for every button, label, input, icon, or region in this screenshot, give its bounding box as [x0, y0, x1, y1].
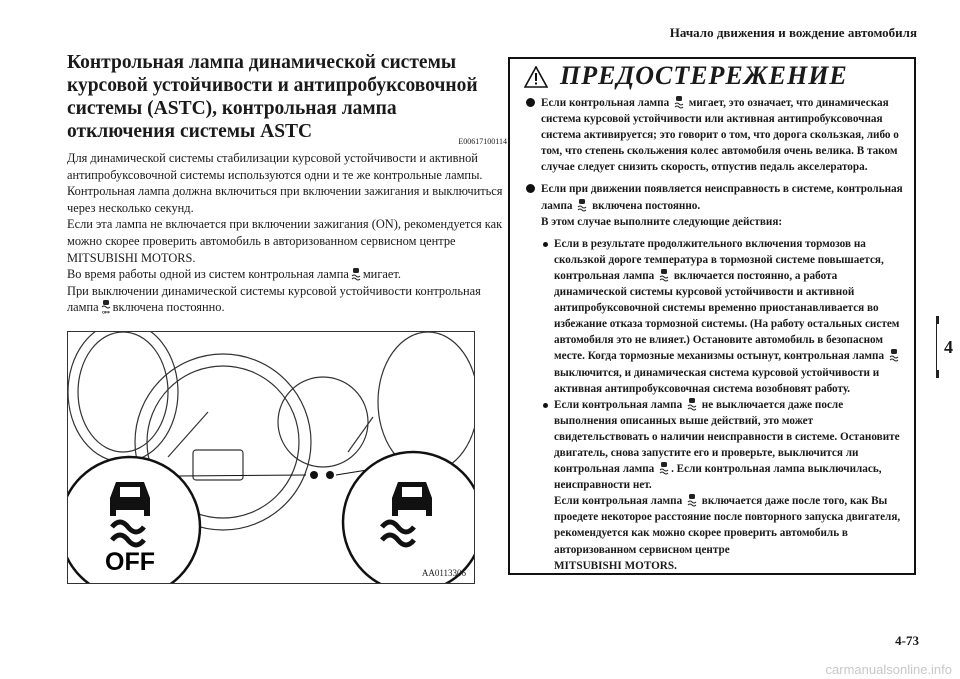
section-code: E00617100114 — [458, 137, 507, 146]
warning-box — [508, 57, 916, 575]
svg-text:OFF: OFF — [105, 548, 155, 576]
warning-subitem: Если контрольная лампа не выключается даже после выполнения описанных выше действий, это может свидетельствовать о наличии неисправности в системе. Остановите двигатель, снова запустите его и проверьте, выключится ли контрольная лампа . Если контрольная лампа выключилась, неисправности нет. Если контрольная лампа включается даже после того, как Вы проедете некоторое расстояние после повторного запуска двигателя, рекомендуется как можно скорее проверить автомобиль в авторизованном сервисном центре MITSUBISHI MOTORS. — [524, 397, 904, 574]
watermark: carmanualsonline.info — [825, 662, 952, 677]
warning-triangle-icon — [524, 66, 548, 88]
astc-indicator-icon — [659, 268, 669, 282]
cluster-drawing — [68, 332, 474, 583]
paragraph: Контрольная лампа должна включиться при включении зажигания и выключиться через несколько секунд. — [67, 184, 503, 215]
running-header: Начало движения и вождение автомобиля — [669, 25, 917, 40]
bullet-icon — [526, 184, 535, 193]
paragraph: Во время работы одной из систем контрольная лампа мигает. — [67, 267, 401, 282]
astc-indicator-icon — [351, 267, 361, 281]
astc-indicator-icon — [889, 348, 899, 362]
warning-item: Если при движении появляется неисправность в системе, контрольная лампа включена постоянно. В этом случае выполните следующие действия: — [524, 181, 904, 229]
astc-indicator-icon — [577, 198, 587, 212]
astc-indicator-icon — [687, 397, 697, 411]
paragraph: Для динамической системы стабилизации курсовой устойчивости и активной антипробуксовочной системы используются одни и те же контрольные лампы. — [67, 151, 483, 182]
astc-indicator-icon — [674, 95, 684, 109]
astc-indicator-icon — [687, 493, 697, 507]
astc-off-indicator-icon — [101, 300, 111, 314]
svg-text:OFF: OFF — [101, 309, 110, 315]
warning-item: Если контрольная лампа мигает, это означает, что динамическая система курсовой устойчивости или активная антипробуксовочная система активируется; это говорит о том, что дорога скользкая, либо о том, что степень скольжения колес автомобиля очень велика. В таком случае следует снизить скорость, отпустив педаль акселератора. — [524, 95, 904, 175]
figure-caption: AA0113306 — [421, 568, 466, 578]
astc-indicator-icon — [659, 461, 669, 475]
warning-title: ПРЕДОСТЕРЕЖЕНИЕ — [560, 61, 848, 90]
paragraph: Если эта лампа не включается при включении зажигания (ON), рекомендуется как можно скорее проверить автомобиль в авторизованном сервисном центре MITSUBISHI MOTORS. — [67, 217, 503, 265]
sub-bullet-icon — [543, 242, 548, 247]
warning-body — [524, 95, 904, 574]
warning-header — [510, 59, 914, 93]
astc-callout — [343, 452, 474, 583]
indicator-lamp-dots — [310, 471, 334, 479]
page-number: 4-73 — [895, 633, 919, 648]
paragraph: При выключении динамической системы курсовой устойчивости контрольная лампа OFF включена постоянно. — [67, 283, 481, 315]
chapter-tab-number: 4 — [937, 324, 960, 370]
warning-subitem: Если в результате продолжительного включения тормозов на скользкой дороге температура в тормозной системе повышается, контрольная лампа включается постоянно, а работа динамической системы курсовой устойчивости и активной антипробуксовочной системы временно приостанавливается во избежание отказа тормозной системы. (На работу остальных систем автомобиля это не влияет.) Остановите автомобиль в безопасном месте. Когда тормозные механизмы остынут, контрольная лампа выключится, и динамическая система курсовой устойчивости и активная антипробуксовочная система возобновят работу. — [524, 236, 904, 397]
body-text — [67, 150, 507, 316]
sub-bullet-icon — [543, 403, 548, 408]
instrument-cluster-illustration — [67, 331, 475, 584]
section-title: Контрольная лампа динамической системы курсовой устойчивости и антипробуксовочной системы (ASTC), контрольная лампа отключения системы ASTC — [67, 52, 478, 142]
bullet-icon — [526, 98, 535, 107]
